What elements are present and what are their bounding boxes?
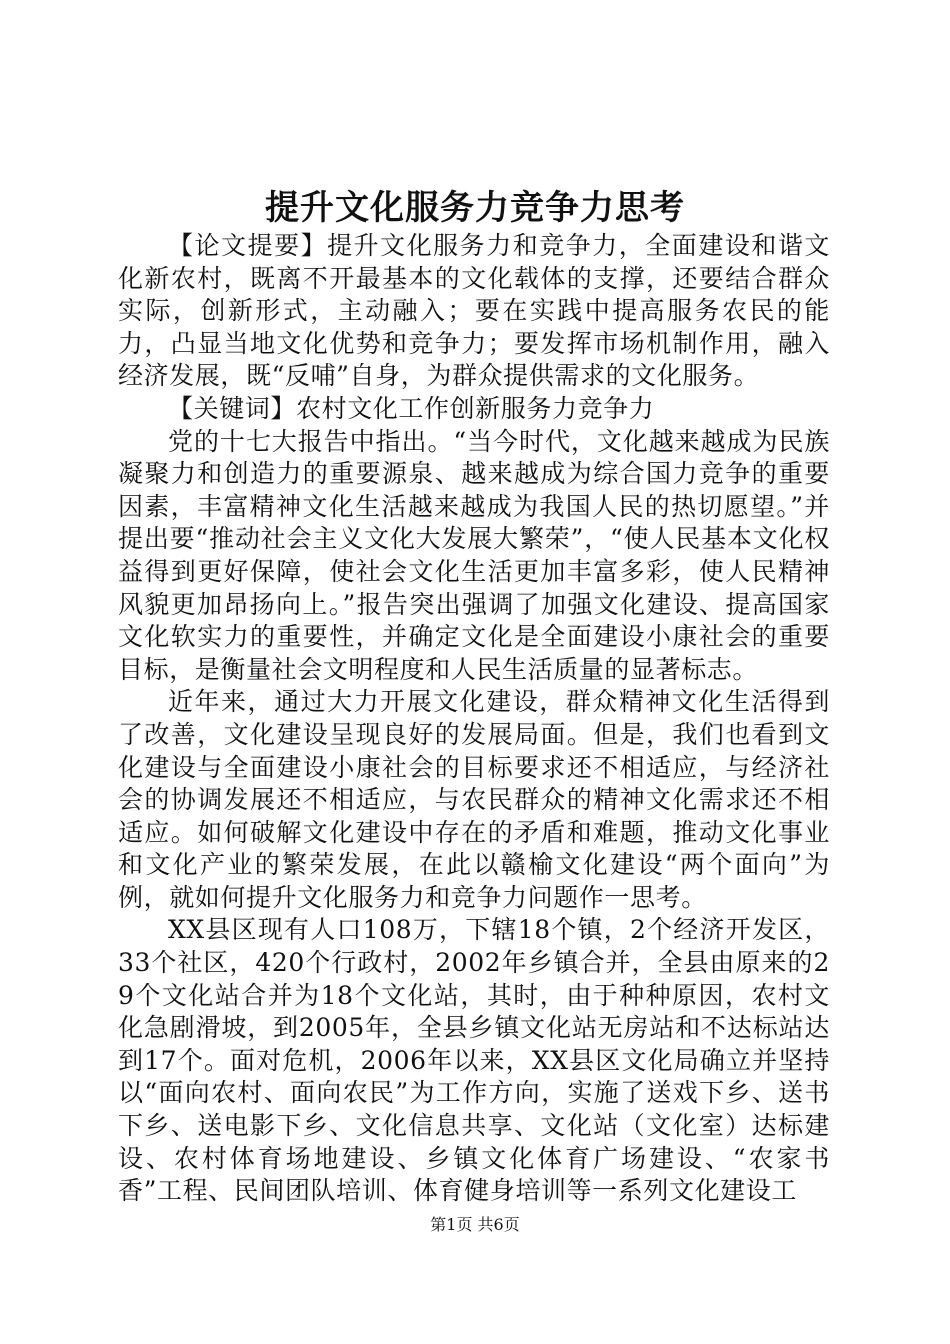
keywords-paragraph: 【关键词】农村文化工作创新服务力竞争力 [168,393,655,423]
document-title: 提升文化服务力竞争力思考 [265,188,685,228]
abstract-paragraph: 【论文提要】提升文化服务力和竞争力，全面建设和谐文化新农村，既离不开最基本的文化载体的支撑，还要结合群众实际，创新形式，主动融入；要在实践中提高服务农民的能力，凸显当地文化优势和竞争力；要发挥市场机制作用，融入经济发展，既“反哺”自身，为群众提供需求的文化服务。 [118,231,830,391]
page-number-footer: 第1页 共6页 [430,1215,520,1234]
body-paragraph: 近年来，通过大力开展文化建设，群众精神文化生活得到了改善，文化建设呈现良好的发展局面。但是，我们也看到文化建设与全面建设小康社会的目标要求还不相适应，与经济社会的协调发展还不相适应，与农民群众的精神文化需求还不相适应。如何破解文化建设中存在的矛盾和难题，推动文化事业和文化产业的繁荣发展，在此以赣榆文化建设“两个面向”为例，就如何提升文化服务力和竞争力问题作一思考。 [118,687,830,912]
body-paragraph: XX县区现有人口108万，下辖18个镇，2个经济开发区，33个社区，420个行政村，2002年乡镇合并，全县由原来的29个文化站合并为18个文化站，其时，由于种种原因，农村文化急剧滑坡，到2005年，全县乡镇文化站无房站和不达标站达到17个。面对危机，2006年以来，XX县区文化局确立并坚持以“面向农村、面向农民”为工作方向，实施了送戏下乡、送书下乡、送电影下乡、文化信息共享、文化站（文化室）达标建设、农村体育场地建设、乡镇文化体育广场建设、“农家书香”工程、民间团队培训、体育健身培训等一系列文化建设工 [118,915,830,1206]
document-body [118,230,830,1208]
body-paragraph: 党的十七大报告中指出。“当今时代，文化越来越成为民族凝聚力和创造力的重要源泉、越来越成为综合国力竞争的重要因素，丰富精神文化生活越来越成为我国人民的热切愿望。”并提出要“推动社会主义文化大发展大繁荣”，“使人民基本文化权益得到更好保障，使社会文化生活更加丰富多彩，使人民精神风貌更加昂扬向上。”报告突出强调了加强文化建设、提高国家文化软实力的重要性，并确定文化是全面建设小康社会的重要目标，是衡量社会文明程度和人民生活质量的显著标志。 [118,426,830,684]
